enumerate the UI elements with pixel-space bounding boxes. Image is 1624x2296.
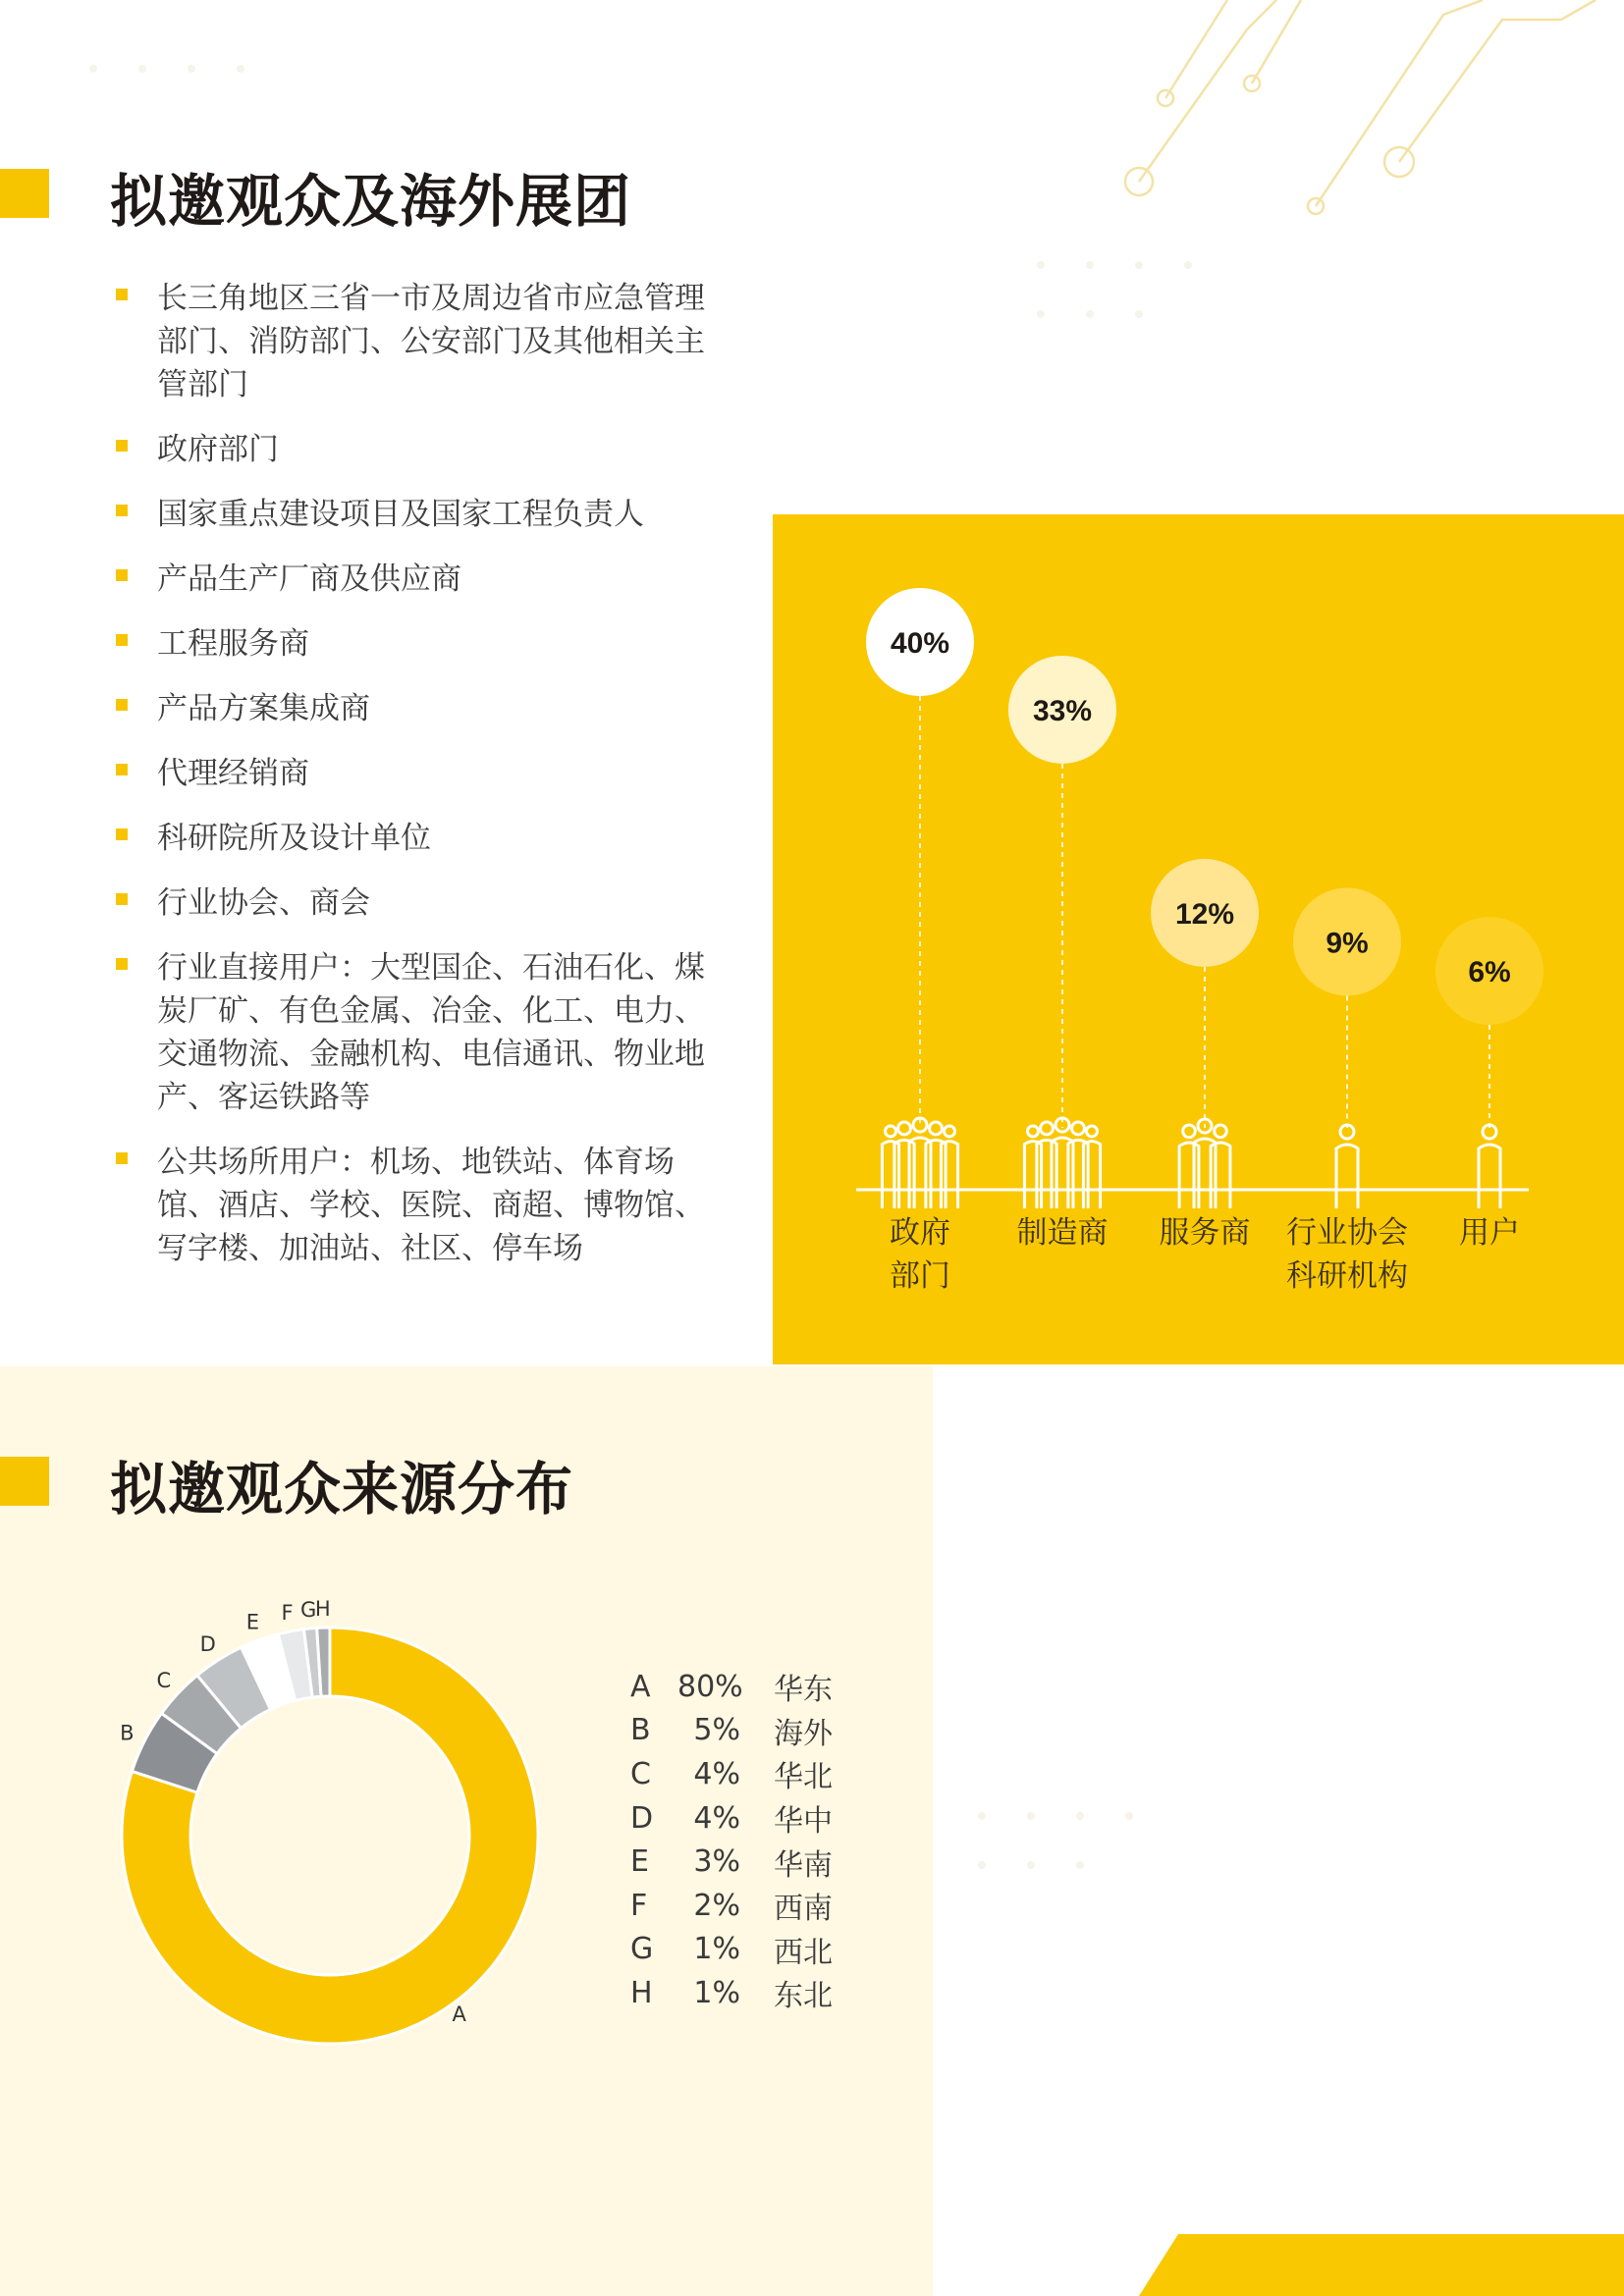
section-accent-bar <box>0 169 49 218</box>
legend-region: 西北 <box>774 1935 833 1970</box>
legend-letter: G <box>630 1932 654 1967</box>
audience-list-text: 产品生产厂商及供应商 <box>157 561 461 597</box>
category-label: 部门 <box>890 1258 950 1294</box>
donut-slice-label: G <box>300 1598 317 1623</box>
person-icon <box>1336 1125 1358 1208</box>
bullet-icon <box>116 828 128 840</box>
audience-list-item <box>110 428 724 471</box>
legend-region: 华中 <box>774 1804 833 1840</box>
legend-percent: 80% <box>677 1669 743 1704</box>
audience-list-text: 行业直接用户：大型国企、石油石化、煤炭厂矿、有色金属、冶金、化工、电力、交通物流、金融机构、电信通讯、物业地产、客运铁路等 <box>157 950 705 1115</box>
legend-region: 华南 <box>774 1847 833 1883</box>
people-icon-group <box>1024 1118 1100 1208</box>
person-icon <box>1179 1125 1199 1208</box>
bullet-icon <box>116 699 128 711</box>
section-accent-bar <box>0 1457 49 1506</box>
donut-slice-label: H <box>314 1597 331 1622</box>
category-label: 制造商 <box>1016 1215 1109 1251</box>
legend-row <box>630 1665 833 1709</box>
audience-list-item <box>110 493 724 536</box>
legend-letter: B <box>630 1713 651 1748</box>
person-icon <box>1068 1122 1088 1208</box>
people-icon-group <box>1336 1125 1358 1208</box>
legend-row <box>630 1752 833 1796</box>
audience-list-item <box>110 1141 724 1270</box>
person-icon <box>1194 1119 1216 1208</box>
value-label: 33% <box>1032 694 1093 727</box>
audience-list-item <box>110 946 724 1119</box>
category-label: 服务商 <box>1159 1215 1251 1251</box>
audience-list-text: 公共场所用户：机场、地铁站、体育场馆、酒店、学校、医院、商超、博物馆、写字楼、加油站、社区、停车场 <box>157 1145 705 1266</box>
bullet-icon <box>116 893 128 905</box>
legend-letter: D <box>630 1800 654 1836</box>
value-label: 9% <box>1326 927 1369 960</box>
legend-row <box>630 1971 833 2015</box>
bullet-icon <box>116 569 128 581</box>
audience-share-panel <box>773 514 1624 1364</box>
person-icon <box>894 1122 914 1208</box>
legend-letter: H <box>630 1975 653 2010</box>
audience-list-text: 代理经销商 <box>157 756 309 791</box>
donut-slice-label: E <box>245 1610 260 1634</box>
audience-list-text: 工程服务商 <box>157 626 309 662</box>
audience-list-text: 产品方案集成商 <box>157 691 370 726</box>
audience-list-item <box>110 687 724 730</box>
source-section-title: 拟邀观众来源分布 <box>110 1456 574 1522</box>
donut-slice-label: C <box>156 1669 172 1693</box>
donut-legend <box>630 1665 833 2015</box>
audience-list-item <box>110 558 724 601</box>
legend-percent: 5% <box>693 1713 740 1748</box>
audience-list <box>110 277 724 1292</box>
legend-letter: F <box>630 1888 648 1923</box>
person-icon <box>1479 1125 1500 1208</box>
legend-row <box>630 1840 833 1884</box>
person-icon <box>1037 1122 1056 1208</box>
audience-section-title: 拟邀观众及海外展团 <box>110 168 632 235</box>
legend-letter: E <box>630 1844 649 1880</box>
donut-slice-label: D <box>199 1632 216 1657</box>
corner-accent-strip <box>1139 2234 1624 2296</box>
audience-list-item <box>110 277 724 406</box>
legend-region: 东北 <box>774 1979 833 2014</box>
audience-list-text: 政府部门 <box>157 432 279 467</box>
audience-list-item <box>110 881 724 925</box>
legend-region: 西南 <box>774 1892 833 1927</box>
category-label: 用户 <box>1459 1215 1520 1251</box>
legend-percent: 1% <box>693 1975 740 2010</box>
person-icon <box>926 1122 946 1208</box>
legend-region: 海外 <box>774 1716 833 1751</box>
audience-share-chart <box>773 514 1624 1364</box>
value-label: 40% <box>890 627 950 660</box>
legend-letter: C <box>630 1756 651 1791</box>
circuit-lines-top <box>1125 0 1596 214</box>
audience-list-item <box>110 752 724 795</box>
bullet-icon <box>116 505 128 516</box>
audience-list-text: 国家重点建设项目及国家工程负责人 <box>157 497 644 532</box>
legend-region: 华北 <box>774 1760 833 1795</box>
audience-list-item <box>110 622 724 666</box>
legend-letter: A <box>630 1669 651 1704</box>
legend-region: 华东 <box>774 1673 833 1708</box>
bullet-icon <box>116 764 128 775</box>
person-icon <box>882 1126 898 1208</box>
audience-list-text: 科研院所及设计单位 <box>157 821 431 856</box>
person-icon <box>941 1126 957 1208</box>
category-label: 政府 <box>890 1215 950 1251</box>
person-icon <box>909 1118 931 1208</box>
person-icon <box>1211 1125 1230 1208</box>
legend-percent: 3% <box>693 1844 740 1880</box>
value-label: 6% <box>1468 956 1511 988</box>
category-label: 科研机构 <box>1286 1258 1408 1294</box>
audience-list-text: 长三角地区三省一市及周边省市应急管理部门、消防部门、公安部门及其他相关主管部门 <box>157 281 705 402</box>
audience-list-item <box>110 817 724 860</box>
audience-list-text: 行业协会、商会 <box>157 885 370 921</box>
legend-percent: 2% <box>693 1888 740 1923</box>
bullet-icon <box>116 289 128 300</box>
bullet-icon <box>116 440 128 452</box>
source-donut-chart <box>98 1590 569 2081</box>
legend-row <box>630 1796 833 1841</box>
person-icon <box>1083 1126 1100 1208</box>
person-icon <box>1024 1126 1041 1208</box>
people-icon-group <box>882 1118 957 1208</box>
donut-slice-label: B <box>120 1721 135 1745</box>
bullet-icon <box>116 634 128 646</box>
bullet-icon <box>116 1152 128 1164</box>
value-label: 12% <box>1174 897 1235 931</box>
legend-percent: 4% <box>693 1800 740 1836</box>
bullet-icon <box>116 958 128 970</box>
legend-row <box>630 1709 833 1753</box>
people-icon-group <box>1179 1119 1230 1208</box>
legend-row <box>630 1928 833 1972</box>
legend-percent: 4% <box>693 1756 740 1791</box>
category-label: 行业协会 <box>1286 1215 1408 1251</box>
donut-slice-label: A <box>452 2002 466 2027</box>
person-icon <box>1052 1118 1073 1208</box>
people-icon-group <box>1479 1125 1500 1208</box>
legend-percent: 1% <box>693 1932 740 1967</box>
legend-row <box>630 1884 833 1928</box>
donut-slice-label: F <box>281 1601 294 1626</box>
